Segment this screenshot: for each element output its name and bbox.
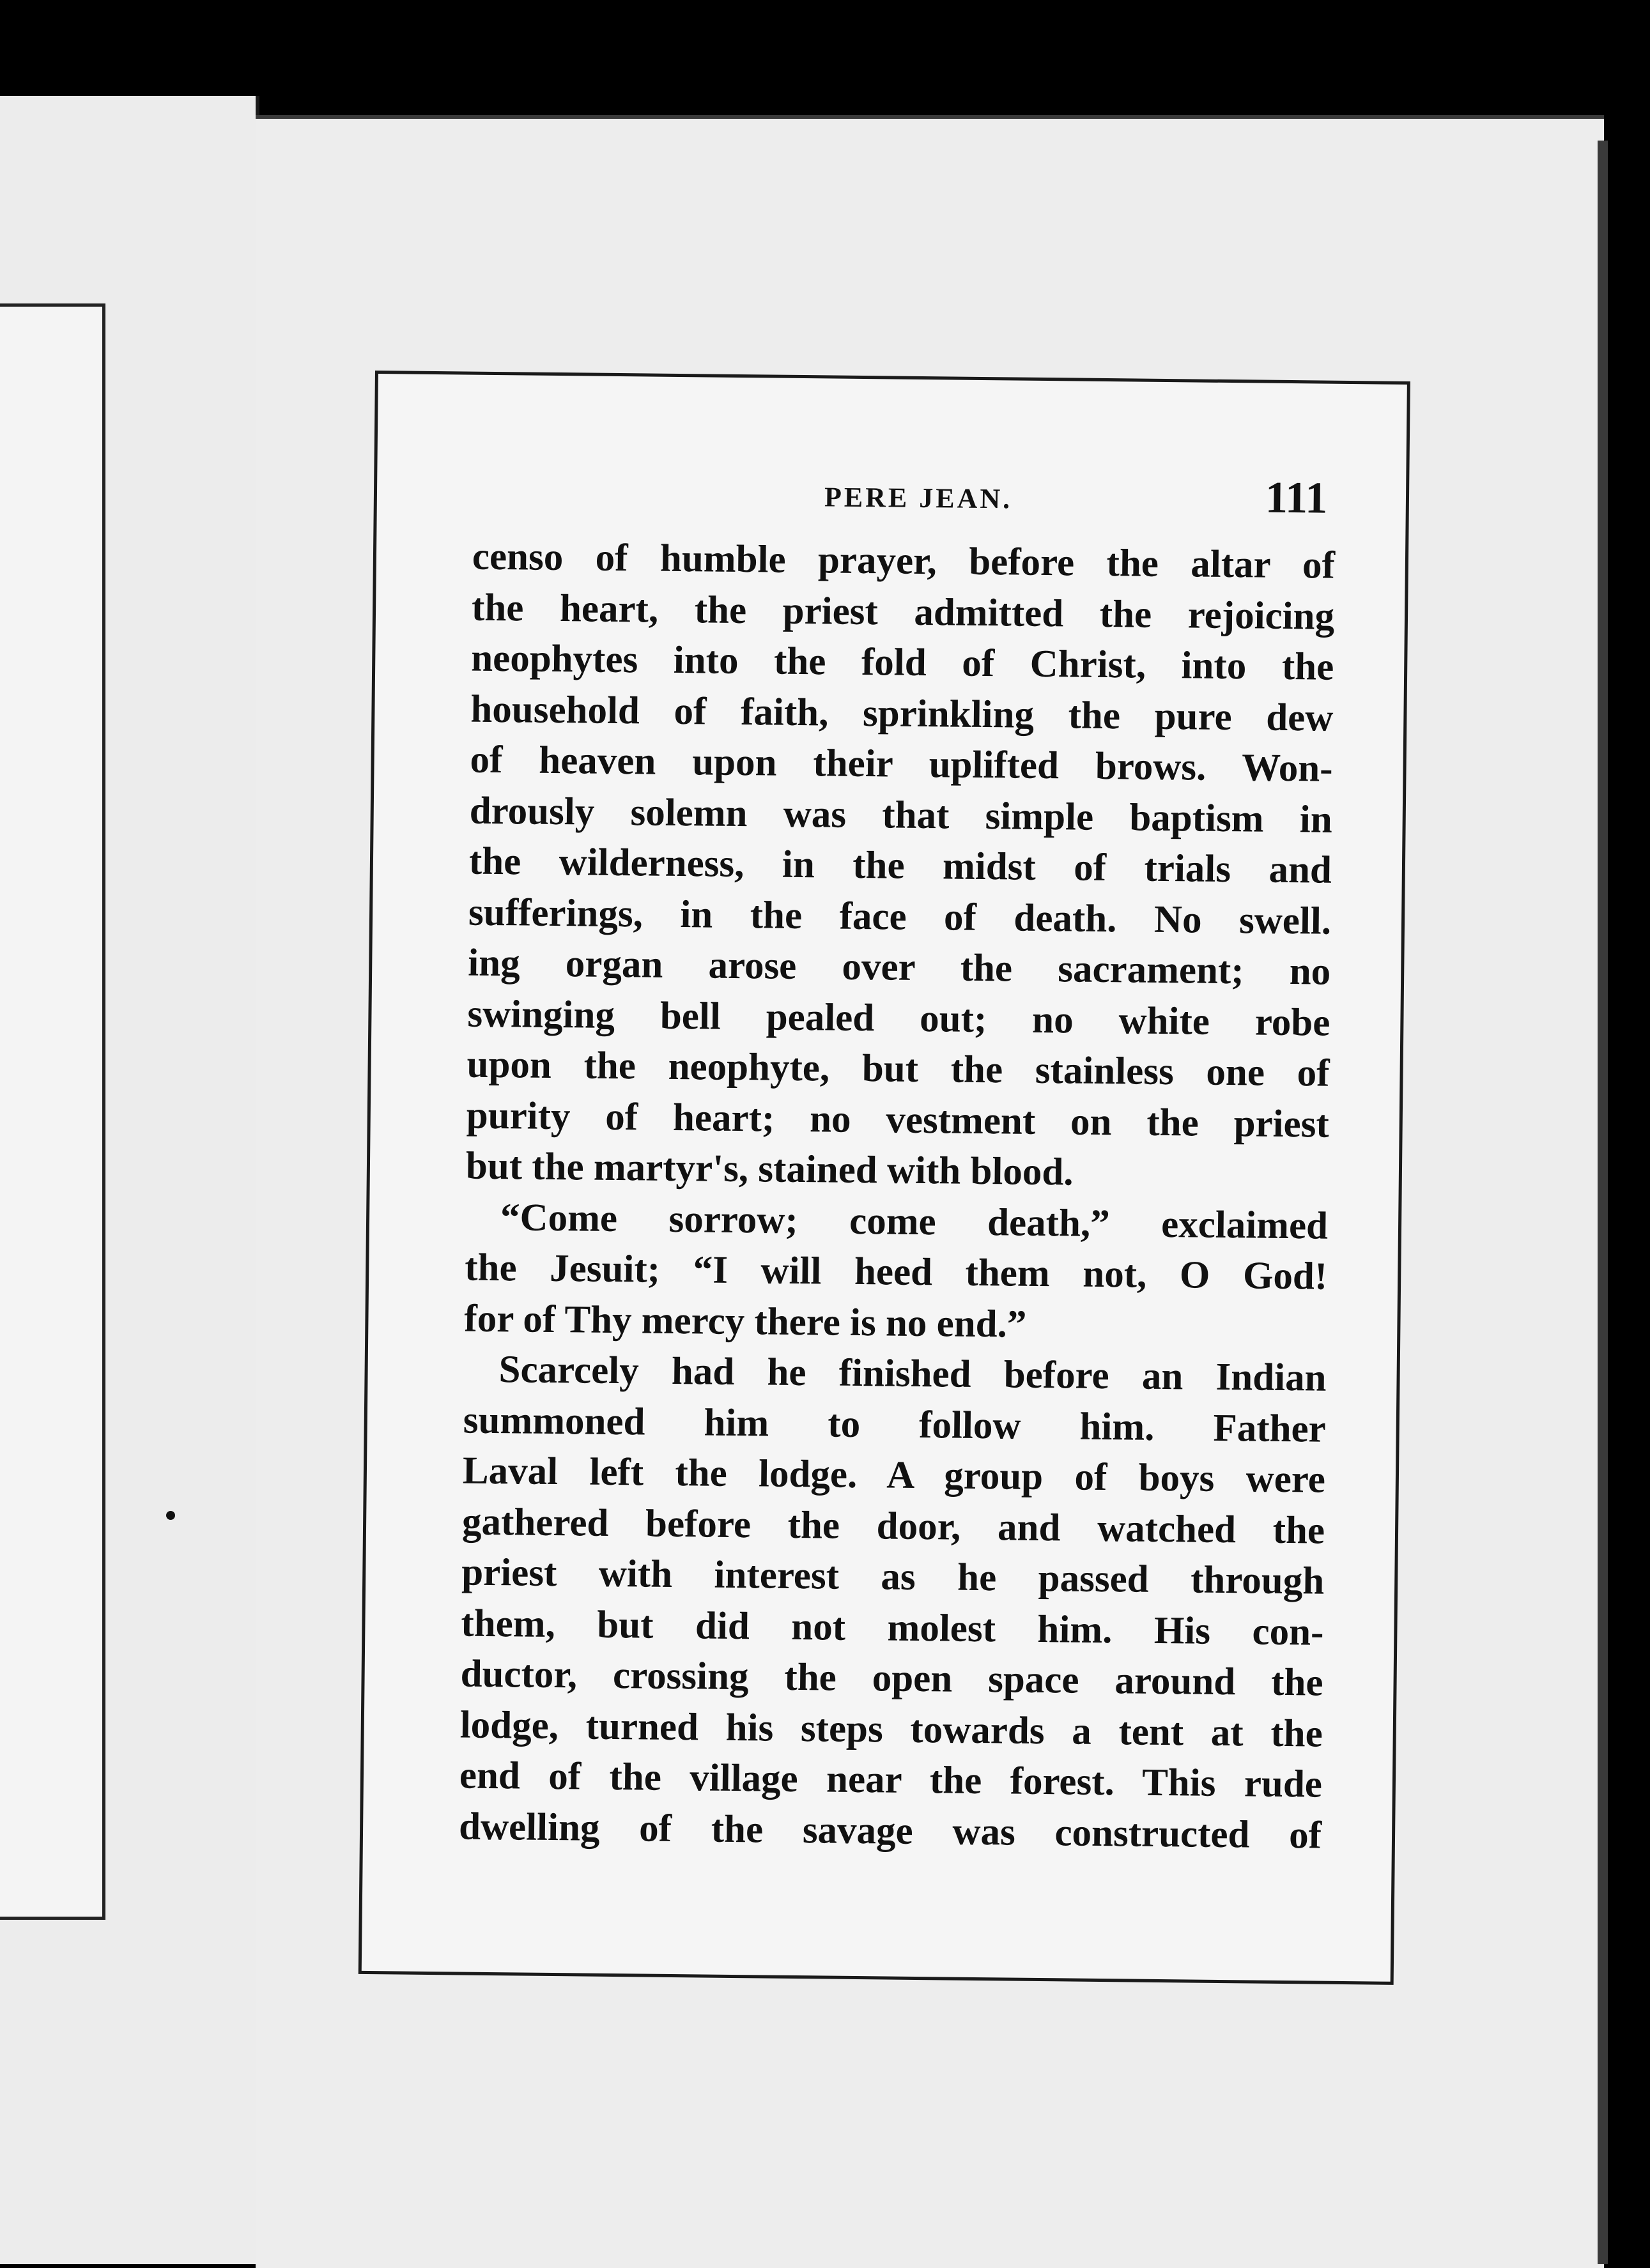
text-line: ing organ arose over the sacrament; no <box>467 941 1331 993</box>
text-line: summoned him to follow him. Father <box>463 1398 1327 1451</box>
text-line: lodge, turned his steps towards a tent at the <box>459 1703 1323 1756</box>
text-line: drously solemn was that simple baptism in <box>469 789 1333 841</box>
text-line: priest with interest as he passed through <box>461 1551 1325 1603</box>
text-line: the heart, the priest admitted the rejoicing <box>471 586 1335 638</box>
text-line: neophytes into the fold of Christ, into the <box>470 636 1334 689</box>
text-line: Laval left the lodge. A group of boys were <box>462 1449 1326 1501</box>
text-line: gathered before the door, and watched the <box>461 1500 1325 1552</box>
running-head-title: PERE JEAN. <box>824 481 1013 515</box>
body-text <box>459 532 1336 1861</box>
text-line: end of the village near the forest. This rude <box>459 1754 1323 1806</box>
text-line: but the martyr's, stained with blood. <box>465 1144 1074 1194</box>
text-line: ductor, crossing the open space around the <box>460 1652 1323 1705</box>
running-head <box>377 457 1407 523</box>
text-block-frame <box>359 371 1410 1985</box>
text-line: upon the neophyte, but the stainless one of <box>466 1043 1330 1095</box>
text-line: censo of humble prayer, before the altar of <box>472 535 1336 587</box>
page-edge-shadow <box>1598 141 1608 2264</box>
page-number: 111 <box>1265 473 1328 523</box>
text-line: household of faith, sprinkling the pure dew <box>470 687 1334 740</box>
facing-page-text-frame <box>0 303 105 1920</box>
text-line: swinging bell pealed out; no white robe <box>467 992 1330 1045</box>
facing-page <box>0 96 259 2264</box>
text-line: Scarcely had he finished before an Indian <box>498 1348 1327 1400</box>
ink-speck <box>166 1511 175 1520</box>
text-line: “Come sorrow; come death,” exclaimed <box>500 1195 1329 1248</box>
text-line: the wilderness, in the midst of trials and <box>468 839 1332 892</box>
text-line: sufferings, in the face of death. No swell. <box>468 891 1332 943</box>
text-line: of heaven upon their uplifted brows. Won- <box>470 738 1333 790</box>
text-line: the Jesuit; “I will heed them not, O God! <box>464 1246 1328 1298</box>
text-line: for of Thy mercy there is no end.” <box>464 1297 1027 1346</box>
text-line: purity of heart; no vestment on the priest <box>466 1094 1330 1146</box>
text-line: them, but did not molest him. His con- <box>461 1602 1324 1654</box>
text-line: dwelling of the savage was constructed of <box>458 1805 1322 1857</box>
